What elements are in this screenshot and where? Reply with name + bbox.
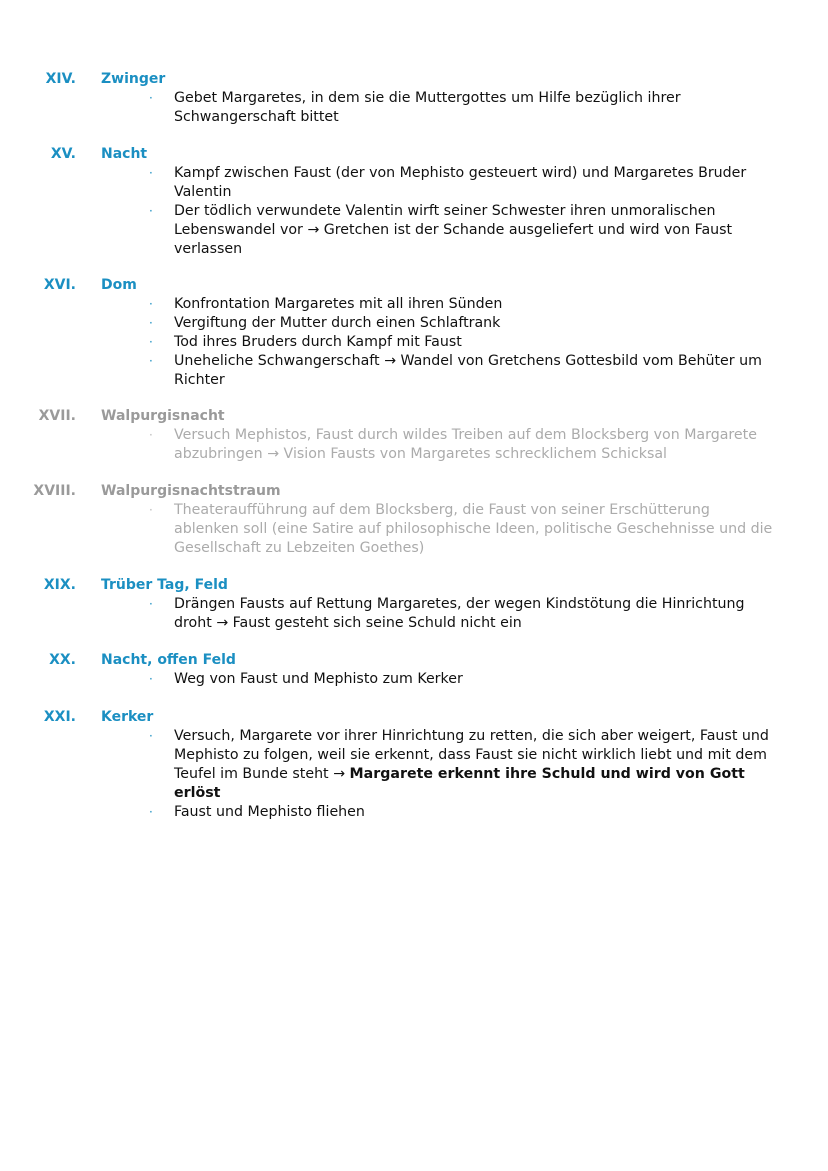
bullet-list (0, 595, 828, 633)
list-item (149, 202, 774, 259)
scene-number: XVIII. (33, 483, 76, 499)
list-item (149, 595, 774, 633)
bullet-list (0, 727, 828, 822)
bullet-icon: · (149, 91, 153, 105)
item-text: Versuch, Margarete vor ihrer Hinrichtung zu retten, die sich aber weigert, Faust und Mephisto zu folgen, weil sie erkennt, dass Faust sie nicht wirklich liebt und mit dem Teufel im Bunde steht → (174, 728, 769, 782)
list-item (149, 426, 774, 464)
scene-section (0, 70, 828, 127)
list-item (149, 501, 774, 558)
list-item (149, 670, 774, 689)
scene-title: Nacht, offen Feld (101, 652, 236, 668)
bullet-icon: · (149, 354, 153, 368)
bullet-list (0, 501, 828, 558)
item-text: Vergiftung der Mutter durch einen Schlaftrank (174, 315, 501, 331)
bullet-icon: · (149, 805, 153, 819)
scene-number: XIV. (45, 71, 76, 87)
item-text: Der tödlich verwundete Valentin wirft seiner Schwester ihren unmoralischen Lebenswandel vor → Gretchen ist der Schande ausgeliefert und wird von Faust verlassen (174, 203, 733, 257)
bullet-icon: · (149, 335, 153, 349)
scene-section (0, 407, 828, 464)
scene-section (0, 145, 828, 259)
scene-heading (0, 651, 828, 670)
bullet-icon: · (149, 503, 153, 517)
list-item (149, 164, 774, 202)
scene-title: Walpurgisnacht (101, 408, 225, 424)
scene-section (0, 651, 828, 689)
scene-title: Trüber Tag, Feld (101, 577, 228, 593)
item-text: Tod ihres Bruders durch Kampf mit Faust (174, 334, 462, 350)
bold-text: Margarete erkennt ihre Schuld und wird von Gott erlöst (174, 766, 745, 801)
scene-heading (0, 70, 828, 89)
scene-title: Dom (101, 277, 137, 293)
list-item (149, 89, 774, 127)
scene-section (0, 708, 828, 822)
bullet-icon: · (149, 316, 153, 330)
scene-heading (0, 276, 828, 295)
scene-number: XXI. (43, 709, 76, 725)
scene-number: XVI. (43, 277, 76, 293)
bullet-icon: · (149, 204, 153, 218)
list-item (149, 314, 774, 333)
scene-number: XX. (49, 652, 76, 668)
item-text: Uneheliche Schwangerschaft → Wandel von Gretchens Gottesbild vom Behüter um Richter (174, 353, 762, 388)
item-text: Faust und Mephisto fliehen (174, 804, 365, 820)
bullet-list (0, 295, 828, 390)
list-item (149, 295, 774, 314)
item-text: Gebet Margaretes, in dem sie die Muttergottes um Hilfe bezüglich ihrer Schwangerschaft bittet (174, 90, 681, 125)
item-text: Theateraufführung auf dem Blocksberg, die Faust von seiner Erschütterung ablenken soll (eine Satire auf philosophische Ideen, politische Geschehnisse und die Gesellschaft zu Lebzeiten Goethes) (174, 502, 773, 556)
scene-heading (0, 576, 828, 595)
item-text: Konfrontation Margaretes mit all ihren Sünden (174, 296, 503, 312)
list-item (149, 352, 774, 390)
list-item (149, 727, 774, 803)
bullet-icon: · (149, 166, 153, 180)
bullet-icon: · (149, 729, 153, 743)
scene-section (0, 482, 828, 558)
bullet-icon: · (149, 672, 153, 686)
scene-heading (0, 708, 828, 727)
item-text: Weg von Faust und Mephisto zum Kerker (174, 671, 463, 687)
scene-heading (0, 145, 828, 164)
bullet-icon: · (149, 297, 153, 311)
scene-title: Walpurgisnachtstraum (101, 483, 281, 499)
scene-section (0, 576, 828, 633)
list-item (149, 333, 774, 352)
item-text: Kampf zwischen Faust (der von Mephisto gesteuert wird) und Margaretes Bruder Valentin (174, 165, 747, 200)
scene-title: Zwinger (101, 71, 166, 87)
bullet-list (0, 89, 828, 127)
list-item (149, 803, 774, 822)
scene-section (0, 276, 828, 390)
scene-title: Kerker (101, 709, 154, 725)
item-text: Drängen Fausts auf Rettung Margaretes, der wegen Kindstötung die Hinrichtung droht → Faust gesteht sich seine Schuld nicht ein (174, 596, 745, 631)
scene-number: XV. (50, 146, 76, 162)
scene-number: XIX. (43, 577, 76, 593)
bullet-list (0, 426, 828, 464)
bullet-icon: · (149, 597, 153, 611)
item-text: Versuch Mephistos, Faust durch wildes Treiben auf dem Blocksberg von Margarete abzubringen → Vision Fausts von Margaretes schrecklichem Schicksal (174, 427, 757, 462)
bullet-list (0, 670, 828, 689)
scene-heading (0, 407, 828, 426)
scene-title: Nacht (101, 146, 148, 162)
bullet-icon: · (149, 428, 153, 442)
bullet-list (0, 164, 828, 259)
scene-heading (0, 482, 828, 501)
scene-number: XVII. (38, 408, 76, 424)
